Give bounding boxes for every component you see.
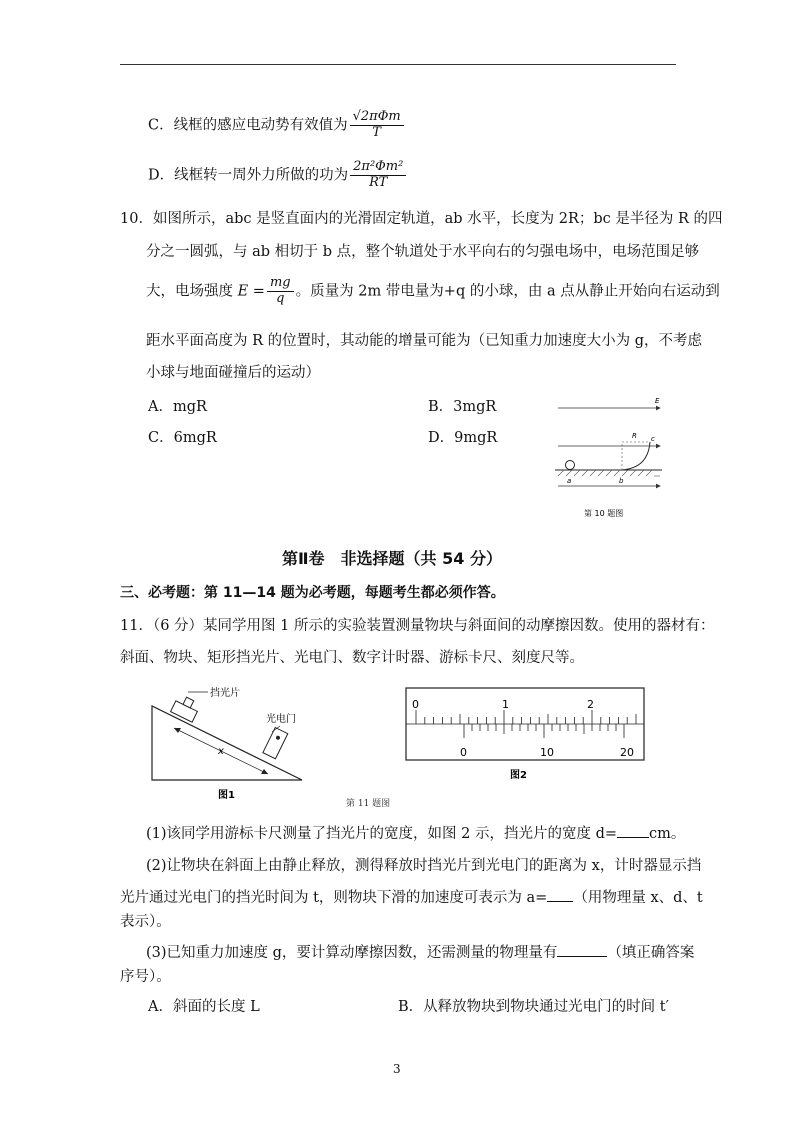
label-x: x bbox=[218, 746, 224, 757]
figure-1-title: 图1 bbox=[218, 790, 235, 801]
header-rule bbox=[120, 64, 676, 65]
main-tick-label: 0 bbox=[412, 698, 419, 711]
q9-c-fraction: $\frac{\text{√2πΦm}}{T}$ bbox=[350, 110, 404, 141]
q11-part-1: (1)该同学用游标卡尺测量了挡光片的宽度，如图 2 示，挡光片的宽度 d= cm。 bbox=[146, 826, 686, 842]
label-b: b bbox=[619, 477, 624, 485]
label-gate: 光电门 bbox=[266, 714, 296, 725]
q11-line-2: 斜面、物块、矩形挡光片、光电门、数字计时器、游标卡尺、刻度尺等。 bbox=[120, 650, 584, 666]
q11-part-2-line-3: 表示）。 bbox=[120, 914, 171, 930]
page-number: 3 bbox=[393, 1062, 401, 1076]
q11-part-2-line-2: 光片通过光电门的挡光时间为 t，则物块下滑的加速度可表示为 a= （用物理量 x、d、t bbox=[120, 890, 703, 906]
figure-caption: 第 10 题图 bbox=[584, 509, 624, 518]
q11-figure-2 bbox=[404, 686, 646, 782]
q10-line-4: 距水平面高度为 R 的位置时，其动能的增量可能为（已知重力加速度大小为 g，不考虑 bbox=[146, 333, 703, 349]
answer-blank-quantities[interactable] bbox=[557, 943, 607, 957]
q10-line-3: 大，电场强度 E = $\frac{mg}{q}$ 。质量为 2m 带电量为+q 的小球，由 a 点从静止开始向右运动到 bbox=[146, 275, 720, 306]
q11-line-1: 11．（6 分）某同学用图 1 所示的实验装置测量物块与斜面间的动摩擦因数。使用的器材有： bbox=[120, 618, 715, 634]
q10-line-1: 10．如图所示，abc 是竖直面内的光滑固定轨道，ab 水平，长度为 2R；bc 是半径为 R 的四 bbox=[120, 211, 723, 227]
q11-figure-caption: 第 11 题图 bbox=[346, 799, 391, 809]
ball bbox=[566, 461, 575, 470]
main-tick-label: 1 bbox=[502, 698, 509, 711]
figure-2-title: 图2 bbox=[510, 770, 527, 781]
q10-option-b: B．3mgR bbox=[428, 399, 497, 415]
section-3-heading: 三、必考题：第 11—14 题为必考题，每题考生都必须作答。 bbox=[120, 585, 505, 601]
q9-d-fraction: $\frac{\text{2π²Φm²}}{RT}$ bbox=[350, 160, 406, 191]
part-2-title: 第Ⅱ卷 非选择题（共 54 分） bbox=[282, 549, 502, 568]
label-a: a bbox=[567, 477, 572, 485]
vernier-tick-label: 10 bbox=[540, 746, 554, 759]
q11-option-a: A．斜面的长度 L bbox=[148, 999, 260, 1015]
q10-option-c: C．6mgR bbox=[148, 430, 217, 446]
label-r: R bbox=[632, 432, 637, 440]
q11-part-3-line-2: 序号）。 bbox=[120, 969, 171, 985]
ground-hatching bbox=[558, 470, 660, 476]
q11-figure-1 bbox=[148, 678, 308, 802]
q10-line-5: 小球与地面碰撞后的运动） bbox=[146, 365, 320, 381]
label-e: E bbox=[655, 397, 660, 405]
answer-blank-a[interactable] bbox=[547, 888, 573, 902]
label-shade: 挡光片 bbox=[210, 688, 240, 699]
q11-option-b: B．从释放物块到物块通过光电门的时间 t′ bbox=[398, 999, 669, 1015]
label-c: c bbox=[651, 435, 655, 443]
q10-line-2: 分之一圆弧，与 ab 相切于 b 点，整个轨道处于水平向右的匀强电场中，电场范围足够 bbox=[146, 244, 700, 260]
q11-part-2-line-1: (2)让物块在斜面上由静止释放，测得释放时挡光片到光电门的距离为 x，计时器显示挡 bbox=[146, 858, 702, 874]
q10-option-d: D．9mgR bbox=[428, 430, 498, 446]
answer-blank-d[interactable] bbox=[617, 824, 649, 838]
main-tick-label: 2 bbox=[587, 698, 594, 711]
q9-option-c: C．线框的感应电动势有效值为 $\frac{\text{√2πΦm}}{T}$ bbox=[148, 110, 406, 141]
q11-part-3-line-1: (3)已知重力加速度 g，要计算动摩擦因数，还需测量的物理量有 （填正确答案 bbox=[146, 945, 695, 961]
q10-figure bbox=[550, 392, 672, 520]
vernier-tick-label: 0 bbox=[460, 746, 467, 759]
q10-option-a: A．mgR bbox=[148, 399, 207, 415]
vernier-tick-label: 20 bbox=[620, 746, 634, 759]
q9-option-d: D．线框转一周外力所做的功为 $\frac{\text{2π²Φm²}}{RT}$ bbox=[148, 160, 408, 191]
photo-gate bbox=[263, 727, 288, 758]
